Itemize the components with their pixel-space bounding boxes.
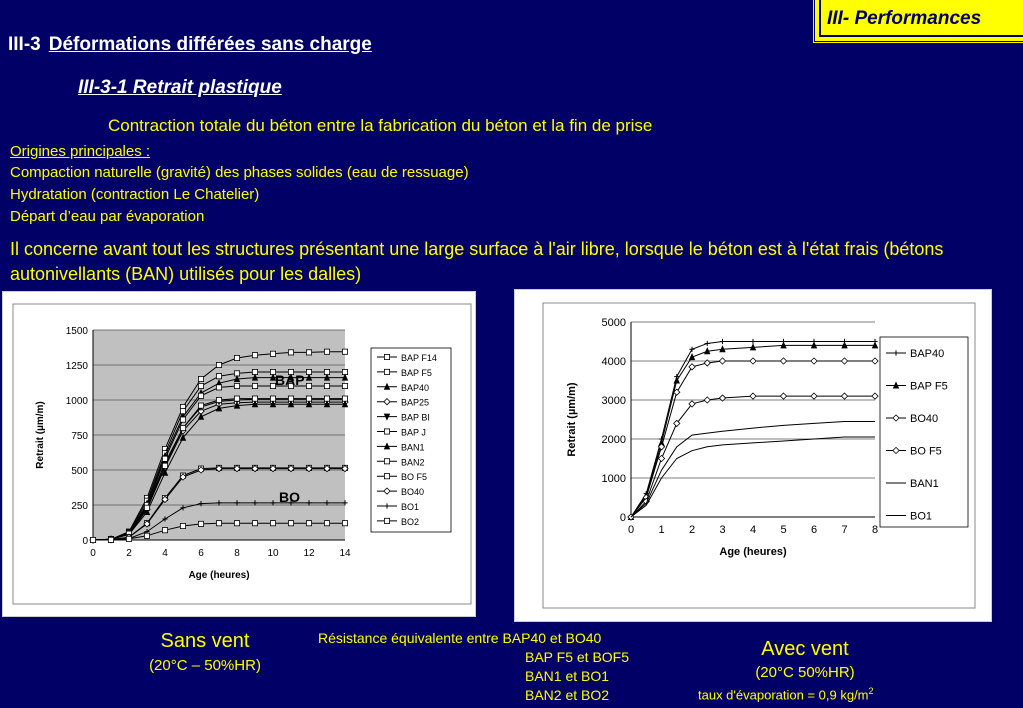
data-point bbox=[180, 425, 185, 430]
caption-wind-title: Avec vent bbox=[761, 638, 849, 660]
legend-marker bbox=[384, 474, 389, 479]
x-tick-label: 3 bbox=[719, 524, 726, 536]
y-tick-label: 750 bbox=[71, 431, 88, 442]
legend-entry: BAP25 bbox=[401, 397, 430, 408]
data-point bbox=[324, 396, 329, 401]
x-tick-label: 14 bbox=[339, 548, 351, 559]
data-point bbox=[252, 383, 257, 388]
data-point bbox=[216, 385, 221, 390]
data-point bbox=[270, 521, 275, 526]
data-point bbox=[216, 362, 221, 367]
context-paragraph: Il concerne avant tout les structures présentant une large surface à l'air libre, lorsque le béton est à l'état frais (bétons autonivellants (BAN) utilisés pour les dalles) bbox=[10, 239, 944, 284]
data-point bbox=[198, 383, 203, 388]
data-point bbox=[270, 351, 275, 356]
x-tick-label: 5 bbox=[780, 524, 787, 536]
data-point bbox=[198, 376, 203, 381]
data-point bbox=[198, 403, 203, 408]
legend-marker bbox=[384, 369, 389, 374]
legend-marker bbox=[384, 459, 389, 464]
x-tick-label: 6 bbox=[198, 548, 204, 559]
legend-entry: BO40 bbox=[401, 487, 425, 498]
origin-item: Compaction naturelle (gravité) des phases solides (eau de ressuage) bbox=[10, 164, 469, 181]
y-tick-label: 1000 bbox=[601, 473, 626, 485]
legend-entry: BO F5 bbox=[401, 472, 428, 483]
x-tick-label: 0 bbox=[627, 524, 635, 536]
origins-heading: Origines principales : bbox=[10, 143, 151, 160]
section-badge bbox=[812, 0, 1023, 44]
data-point bbox=[162, 528, 167, 533]
chart-annotation: BO bbox=[279, 489, 300, 505]
data-point bbox=[90, 537, 95, 542]
caption-wind-conditions: (20°C 50%HR) bbox=[755, 664, 855, 681]
data-point bbox=[216, 397, 221, 402]
data-point bbox=[180, 523, 185, 528]
data-point bbox=[306, 350, 311, 355]
legend-entry: BO1 bbox=[401, 502, 420, 512]
evaporation-rate bbox=[698, 686, 874, 702]
legend-entry: BAP40 bbox=[910, 348, 945, 360]
legend-entry: BO2 bbox=[401, 516, 420, 527]
caption-no-wind-conditions: (20°C – 50%HR) bbox=[149, 657, 261, 674]
equivalence-pair: BAP40 et BO40 bbox=[502, 630, 602, 646]
section-title-text: Déformations différées sans charge bbox=[48, 34, 372, 55]
data-point bbox=[324, 521, 329, 526]
y-tick-label: 1000 bbox=[65, 396, 88, 407]
data-point bbox=[342, 349, 347, 354]
data-point bbox=[216, 374, 221, 379]
y-tick-label: 500 bbox=[71, 466, 88, 477]
chart-annotation: BAP bbox=[275, 372, 305, 388]
data-point bbox=[288, 350, 293, 355]
origin-item: Hydratation (contraction Le Chatelier) bbox=[10, 186, 260, 203]
data-point bbox=[162, 456, 167, 461]
data-point bbox=[270, 396, 275, 401]
shrinkage-chart-no-wind bbox=[3, 292, 477, 618]
data-point bbox=[162, 463, 167, 468]
x-axis-label: Age (heures) bbox=[188, 570, 250, 581]
data-point bbox=[180, 417, 185, 422]
x-tick-label: 4 bbox=[162, 548, 168, 559]
data-point bbox=[342, 383, 347, 388]
section-title bbox=[8, 34, 372, 56]
data-point bbox=[324, 383, 329, 388]
equivalence-pair: BAN2 et BO2 bbox=[525, 687, 610, 703]
data-point bbox=[126, 536, 131, 541]
legend-box bbox=[880, 337, 968, 527]
x-tick-label: 2 bbox=[688, 524, 696, 536]
legend-entry: BAN1 bbox=[910, 478, 939, 490]
x-tick-label: 8 bbox=[871, 524, 879, 536]
data-point bbox=[288, 396, 293, 401]
legend-entry: BAN2 bbox=[401, 457, 425, 468]
evaporation-rate-text: taux d'évaporation = 0,9 kg/m bbox=[698, 687, 869, 703]
equivalence-pair: BAN1 et BO1 bbox=[525, 668, 610, 684]
section-badge-label: III- Performances bbox=[827, 8, 982, 29]
data-point bbox=[252, 521, 257, 526]
legend-entry: BAP40 bbox=[401, 382, 430, 393]
legend-entry: BO F5 bbox=[910, 445, 942, 458]
data-point bbox=[234, 355, 239, 360]
y-tick-label: 250 bbox=[71, 501, 88, 512]
equivalence-pair: BAP F5 et BOF5 bbox=[525, 649, 630, 665]
data-point bbox=[198, 393, 203, 398]
y-tick-label: 1250 bbox=[65, 361, 88, 372]
equivalence-line bbox=[318, 630, 601, 646]
data-point bbox=[306, 383, 311, 388]
data-point bbox=[144, 533, 149, 538]
definition-text: Contraction totale du béton entre la fabrication du béton et la fin de prise bbox=[108, 116, 653, 135]
data-point bbox=[342, 521, 347, 526]
x-tick-label: 4 bbox=[749, 524, 757, 536]
subsection-title: III-3-1 Retrait plastique bbox=[78, 77, 282, 98]
data-point bbox=[324, 349, 329, 354]
data-point bbox=[234, 383, 239, 388]
legend bbox=[880, 337, 968, 527]
shrinkage-chart-wind bbox=[515, 290, 993, 623]
data-point bbox=[252, 396, 257, 401]
origin-item: Départ d’eau par évaporation bbox=[10, 208, 205, 225]
data-point bbox=[234, 396, 239, 401]
y-tick-label: 4000 bbox=[601, 356, 626, 368]
x-tick-label: 12 bbox=[303, 548, 315, 559]
legend-entry: BAP F14 bbox=[401, 353, 437, 363]
data-point bbox=[234, 521, 239, 526]
data-point bbox=[306, 396, 311, 401]
x-tick-label: 8 bbox=[234, 548, 240, 559]
evaporation-rate-unit-exponent: 2 bbox=[868, 686, 874, 696]
data-point bbox=[252, 353, 257, 358]
legend-marker bbox=[384, 518, 389, 523]
equivalence-prefix: Résistance équivalente entre bbox=[318, 630, 499, 646]
data-point bbox=[216, 521, 221, 526]
y-tick-label: 0 bbox=[619, 512, 626, 524]
legend-entry: BO40 bbox=[910, 413, 939, 425]
data-point bbox=[198, 521, 203, 526]
x-tick-label: 1 bbox=[658, 524, 665, 536]
y-tick-label: 2000 bbox=[601, 434, 626, 446]
data-point bbox=[288, 521, 293, 526]
legend bbox=[371, 348, 451, 532]
x-tick-label: 0 bbox=[90, 548, 96, 559]
legend-marker bbox=[384, 354, 389, 359]
y-tick-label: 0 bbox=[82, 536, 88, 547]
data-point bbox=[342, 396, 347, 401]
x-tick-label: 2 bbox=[126, 548, 132, 559]
chart-panel-no-wind bbox=[2, 291, 476, 617]
y-axis-label: Retrait (µm/m) bbox=[566, 382, 578, 457]
x-axis-label: Age (heures) bbox=[719, 546, 787, 558]
section-number: III-3 bbox=[8, 34, 41, 55]
x-tick-label: 7 bbox=[841, 524, 848, 536]
data-point bbox=[144, 505, 149, 510]
y-tick-label: 3000 bbox=[601, 395, 626, 407]
legend-entry: BO1 bbox=[910, 510, 933, 523]
legend-entry: BAN1 bbox=[401, 442, 425, 453]
x-tick-label: 10 bbox=[267, 548, 279, 559]
y-tick-label: 5000 bbox=[601, 317, 626, 329]
legend-entry: BAP F5 bbox=[910, 380, 948, 393]
legend-entry: BAP BI bbox=[401, 412, 430, 423]
x-tick-label: 6 bbox=[810, 524, 818, 536]
y-axis-label: Retrait (µm/m) bbox=[35, 401, 46, 469]
legend-entry: BAP F5 bbox=[401, 367, 432, 378]
data-point bbox=[306, 521, 311, 526]
caption-no-wind-title: Sans vent bbox=[160, 630, 250, 652]
data-point bbox=[108, 537, 113, 542]
legend-marker bbox=[384, 429, 389, 434]
legend-entry: BAP J bbox=[401, 427, 426, 438]
y-tick-label: 1500 bbox=[65, 326, 88, 337]
chart-panel-wind bbox=[514, 289, 992, 622]
